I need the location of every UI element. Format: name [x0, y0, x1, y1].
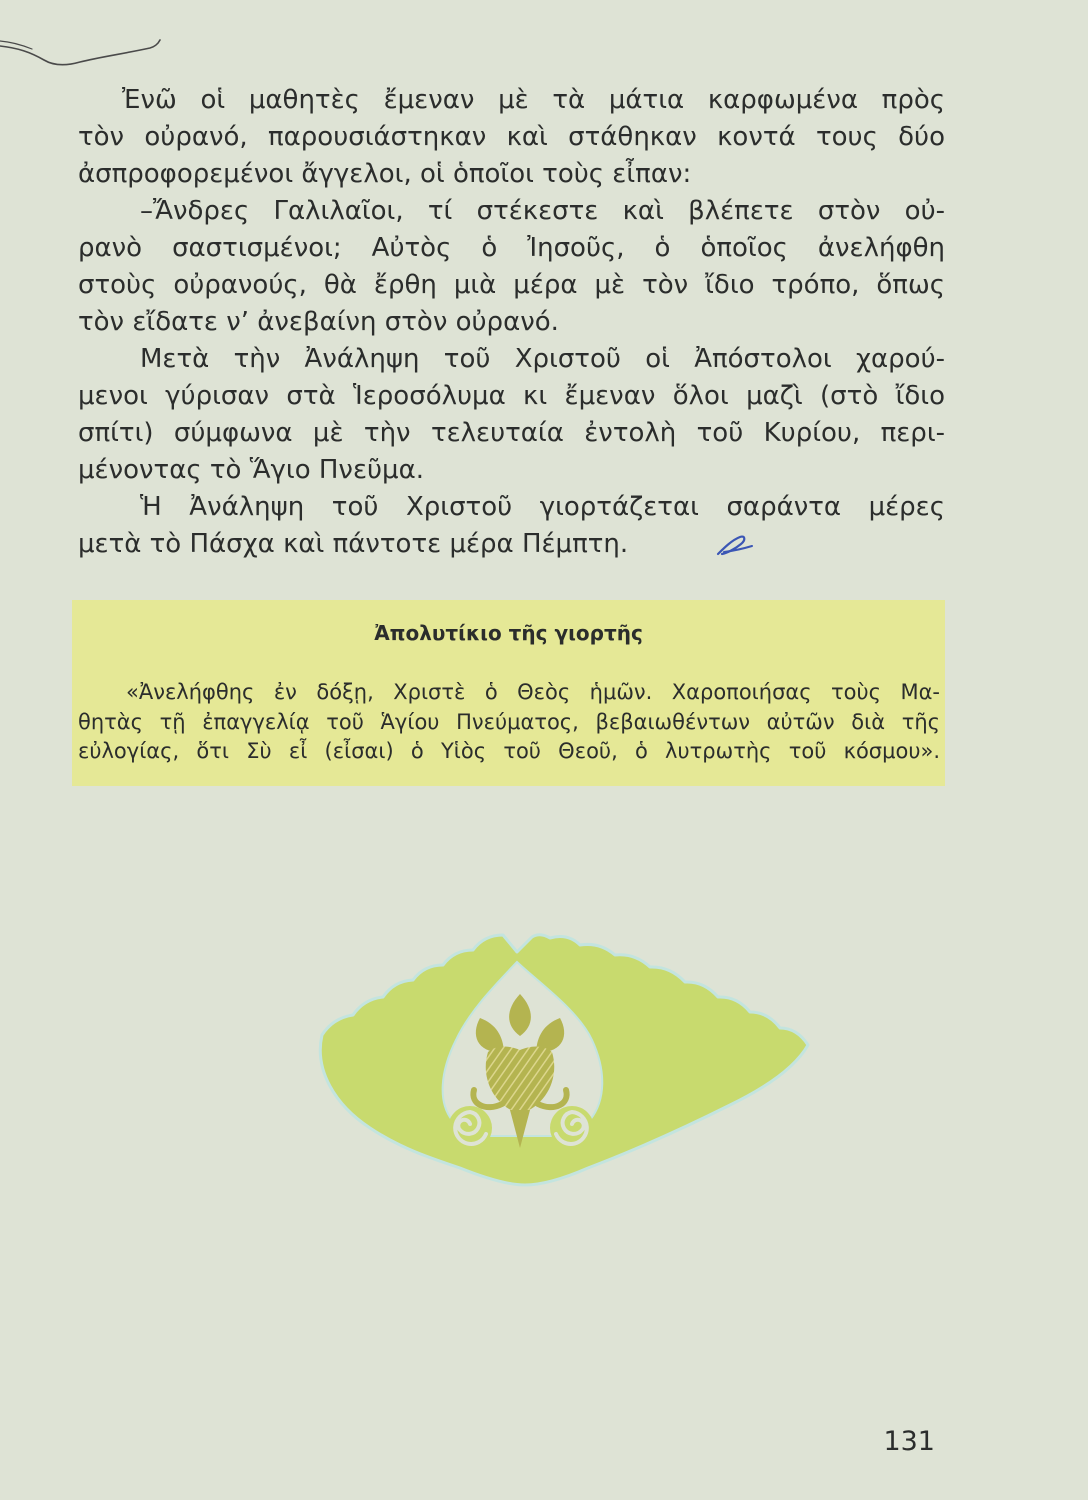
paragraph: [78, 82, 945, 193]
apolytikion-box: [72, 600, 945, 786]
squiggle-stroke: [0, 41, 32, 49]
text-line: Ἐνῶ οἱ μαθητὲς ἔμεναν μὲ τὰ μάτια καρφωμένα πρὸς: [122, 85, 945, 115]
text-line: τὸν οὐρανό, παρουσιάστηκαν καὶ στάθηκαν κοντά τους δύο: [78, 122, 945, 152]
text-line: ἀσπροφορεμένοι ἄγγελοι, οἱ ὁποῖοι τοὺς εἶπαν:: [78, 159, 692, 189]
text-line: τὸν εἴδατε ν’ ἀνεβαίνη στὸν οὐρανό.: [78, 307, 559, 337]
text-line: μενοι γύρισαν στὰ Ἱεροσόλυμα κι ἔμεναν ὅλοι μαζὶ (στὸ ἴδιο: [78, 381, 945, 411]
text-line: –Ἄνδρες Γαλιλαῖοι, τί στέκεστε καὶ βλέπετε στὸν οὐ-: [140, 196, 945, 226]
text-line: μένοντας τὸ Ἅγιο Πνεῦμα.: [78, 455, 424, 485]
paragraph: [78, 489, 945, 563]
box-title: Ἀπολυτίκιο τῆς γιορτῆς: [374, 621, 643, 645]
handwritten-squiggle: [0, 30, 165, 70]
text-line: ρανὸ σαστισμένοι; Αὐτὸς ὁ Ἰησοῦς, ὁ ὁποῖος ἀνελήφθη: [78, 233, 945, 263]
text-line: Μετὰ τὴν Ἀνάληψη τοῦ Χριστοῦ οἱ Ἀπόστολοι χαρού-: [140, 344, 945, 374]
paragraph: [78, 193, 945, 341]
text-line: μετὰ τὸ Πάσχα καὶ πάντοτε μέρα Πέμπτη.: [78, 529, 629, 559]
pen-mark: [712, 532, 756, 560]
body-text: [78, 82, 945, 563]
page-number: 131: [883, 1426, 935, 1457]
text-line: «Ἀνελήφθης ἐν δόξῃ, Χριστὲ ὁ Θεὸς ἡμῶν. Χαροποιήσας τοὺς Μα-: [126, 680, 940, 704]
leaf-flower-ornament: [310, 920, 820, 1190]
text-line: σπίτι) σύμφωνα μὲ τὴν τελευταία ἐντολὴ τοῦ Κυρίου, περι-: [78, 418, 945, 448]
text-line: στοὺς οὐρανούς, θὰ ἔρθη μιὰ μέρα μὲ τὸν ἴδιο τρόπο, ὅπως: [78, 270, 945, 300]
box-text: [78, 678, 940, 767]
text-line: θητὰς τῇ ἐπαγγελίᾳ τοῦ Ἁγίου Πνεύματος, βεβαιωθέντων αὐτῶν διὰ τῆς: [78, 709, 940, 734]
squiggle-stroke: [0, 40, 160, 65]
ornament-leaf: [320, 935, 808, 1185]
text-line: εὐλογίας, ὅτι Σὺ εἶ (εἶσαι) ὁ Υἱὸς τοῦ Θεοῦ, ὁ λυτρωτὴς τοῦ κόσμου».: [78, 739, 940, 763]
paragraph: [78, 341, 945, 489]
text-line: Ἡ Ἀνάληψη τοῦ Χριστοῦ γιορτάζεται σαράντα μέρες: [140, 492, 945, 522]
